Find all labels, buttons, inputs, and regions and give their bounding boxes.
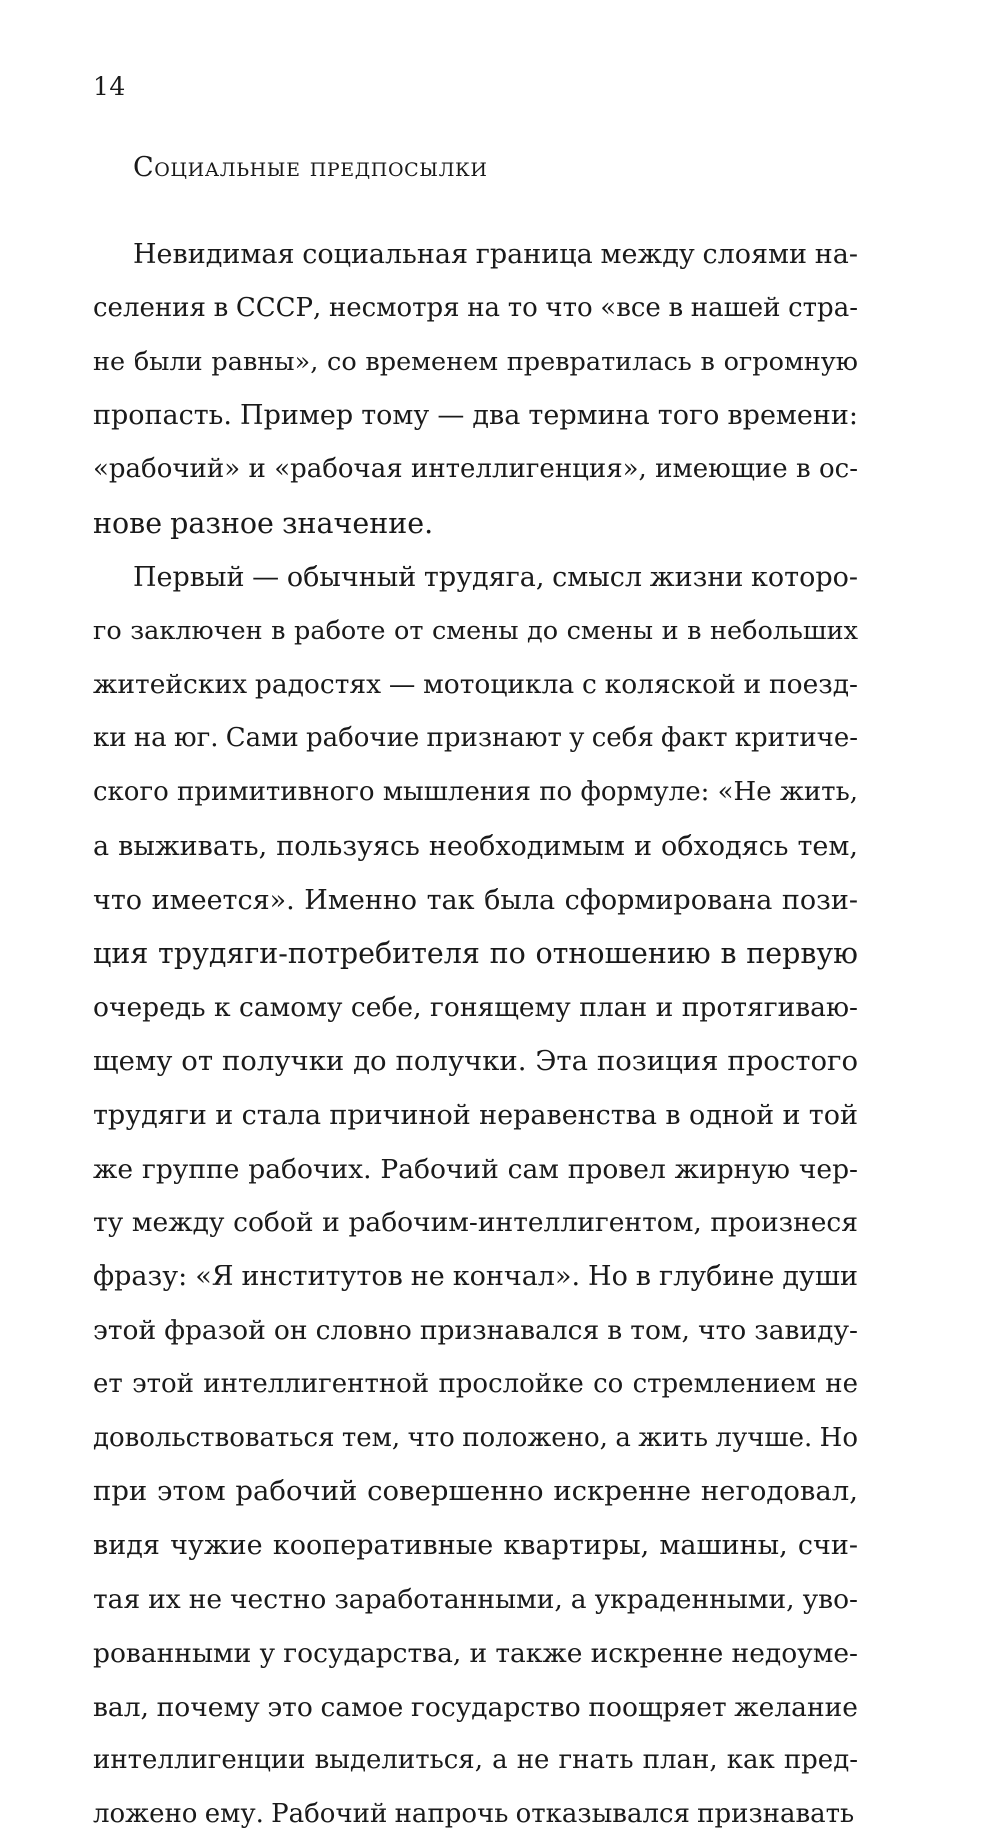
text-line: рованными у государства, и также искренне недоуме- [93, 1637, 858, 1669]
text-line: тая их не честно заработанными, а украденными, уво- [93, 1583, 858, 1615]
text-line: ки на юг. Сами рабочие признают у себя факт критиче- [93, 723, 859, 754]
text-line: «рабочий» и «рабочая интеллигенция», имеющие в ос- [93, 454, 858, 485]
text-line: не были равны», со временем превратилась в огромную [93, 346, 858, 377]
text-line: селения в СССР, несмотря на то что «все в нашей стра- [93, 292, 858, 323]
text-line: вал, почему это самое государство поощряет желание [93, 1691, 858, 1723]
text-line: пропасть. Пример тому — два термина того времени: [93, 400, 858, 432]
text-line: ложено ему. Рабочий напрочь отказывался признавать [93, 1799, 855, 1830]
text-line: очередь к самому себе, гонящему план и протягиваю- [93, 992, 858, 1024]
text-line: ту между собой и рабочим-интеллигентом, произнеся [93, 1207, 858, 1239]
text-line: Первый — обычный трудяга, смысл жизни которо- [133, 561, 858, 593]
text-line: фразу: «Я институтов не кончал». Но в глубине души [93, 1261, 858, 1293]
section-heading: Социальные предпосылки [133, 152, 488, 183]
body-text [93, 228, 858, 1842]
text-line: же группе рабочих. Рабочий сам провел жирную чер- [93, 1153, 858, 1185]
text-line: довольствоваться тем, что положено, а жить лучше. Но [93, 1422, 858, 1453]
text-line: житейских радостях — мотоцикла с коляской и поезд- [93, 669, 858, 701]
text-line: а выживать, пользуясь необходимым и обходясь тем, [93, 830, 858, 862]
text-line: ция трудяги-потребителя по отношению в первую [93, 937, 858, 971]
text-line: щему от получки до получки. Эта позиция простого [93, 1044, 858, 1077]
text-line: этой фразой он словно признавался в том, что завиду- [93, 1314, 858, 1346]
text-line: интеллигенции выделиться, а не гнать план, как пред- [93, 1745, 858, 1776]
text-line: трудяги и стала причиной неравенства в одной и той [93, 1099, 858, 1131]
text-line: при этом рабочий совершенно искренне негодовал, [93, 1475, 858, 1508]
text-line: ского примитивного мышления по формуле: «Не жить, [93, 776, 858, 807]
text-line: го заключен в работе от смены до смены и в небольших [93, 615, 858, 646]
text-line: ет этой интеллигентной прослойке со стремлением не [93, 1368, 858, 1399]
text-line: нове разное значение. [93, 506, 434, 540]
page-number: 14 [93, 72, 126, 101]
text-line: Невидимая социальная граница между слоями на- [133, 239, 858, 270]
text-line: что имеется». Именно так была сформирована пози- [93, 884, 858, 916]
text-line: видя чужие кооперативные квартиры, машины, счи- [93, 1530, 858, 1562]
